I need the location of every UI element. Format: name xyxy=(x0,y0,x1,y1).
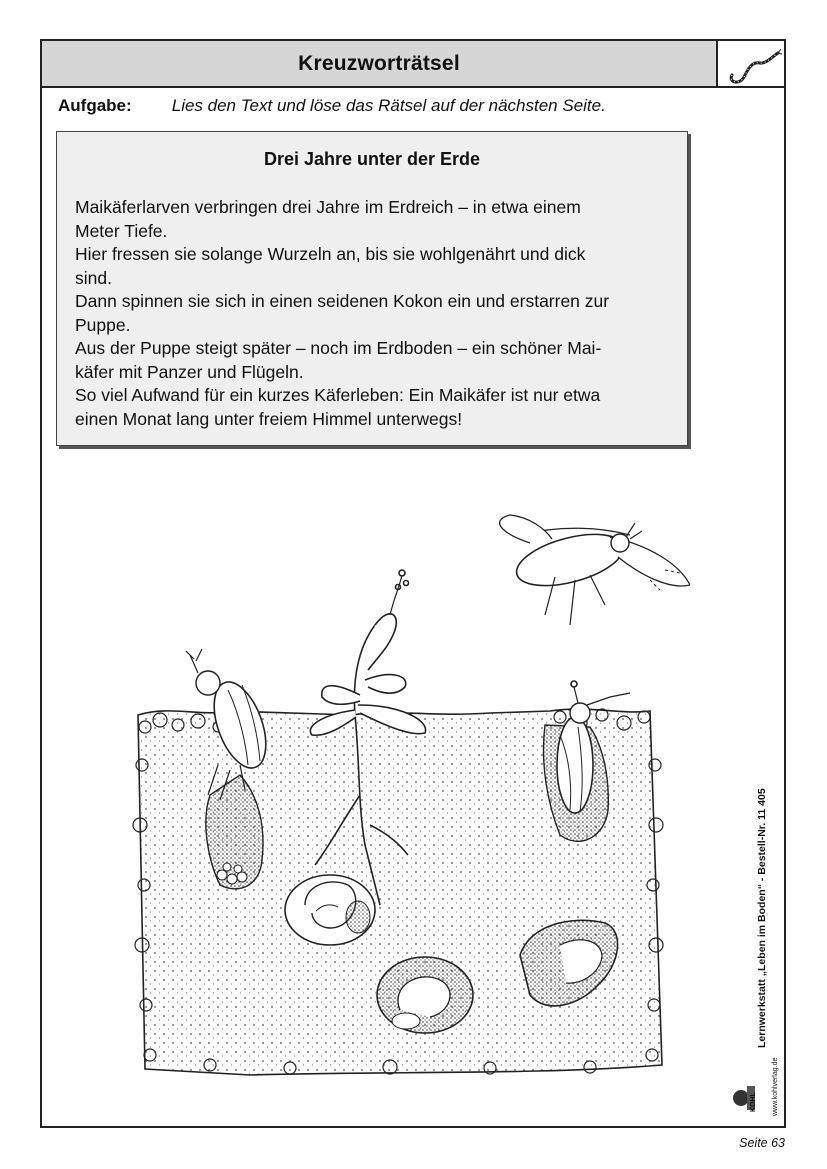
story-line: käfer mit Panzer und Flügeln. xyxy=(75,361,304,382)
header-bar xyxy=(42,41,718,88)
task-line xyxy=(58,96,606,116)
story-line: Meter Tiefe. xyxy=(75,220,168,241)
soil-cross-section-icon xyxy=(90,465,690,1095)
task-text: Lies den Text und löse das Rätsel auf der nächsten Seite. xyxy=(171,96,606,115)
story-body xyxy=(75,196,675,431)
publisher-side-text: Lernwerkstatt „Leben im Boden“ - Bestell-Nr. 11 405 xyxy=(756,788,768,1048)
story-line: Aus der Puppe steigt später – noch im Erdboden – ein schöner Mai- xyxy=(75,338,602,358)
page-number: Seite 63 xyxy=(739,1136,785,1150)
task-label: Aufgabe: xyxy=(58,96,132,115)
story-line: Maikäferlarven verbringen drei Jahre im Erdreich – in etwa einem xyxy=(75,197,581,217)
story-line: Hier fressen sie solange Wurzeln an, bis sie wohlgenährt und dick xyxy=(75,244,586,264)
publisher-brand: KOHL xyxy=(750,1092,757,1112)
larva-icon xyxy=(285,875,375,945)
publisher-url: www.kohlverlag.de xyxy=(772,1057,779,1116)
story-box xyxy=(56,131,688,446)
page-title: Kreuzworträtsel xyxy=(298,51,460,75)
story-line: einen Monat lang unter freiem Himmel unterwegs! xyxy=(75,408,463,429)
story-line: sind. xyxy=(75,267,112,288)
story-line: Puppe. xyxy=(75,314,131,335)
story-title: Drei Jahre unter der Erde xyxy=(263,149,481,169)
story-line: So viel Aufwand für ein kurzes Käferleben: Ein Maikäfer ist nur etwa xyxy=(75,385,601,405)
flying-beetle-icon xyxy=(500,515,690,625)
publisher-info xyxy=(687,1010,767,1090)
worm-icon xyxy=(718,41,784,88)
story-line: Dann spinnen sie sich in einen seidenen Kokon ein und erstarren zur xyxy=(75,291,610,311)
